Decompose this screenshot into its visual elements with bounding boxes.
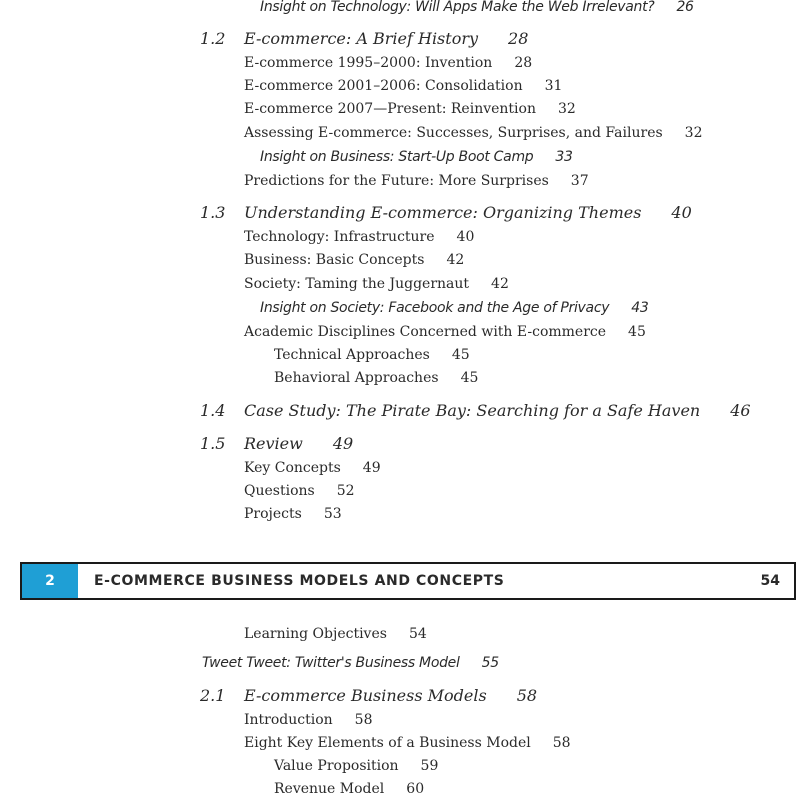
toc-entry: [244, 77, 562, 95]
toc-entry-page: 60: [406, 781, 425, 797]
toc-entry: [244, 505, 342, 523]
toc-section-1-3: [200, 204, 692, 222]
section-page: 28: [508, 29, 529, 48]
toc-entry-title: Insight on Society: Facebook and the Age of Privacy: [260, 300, 610, 316]
toc-entry: [244, 459, 381, 477]
toc-opening-case: [202, 654, 499, 672]
section-page: 49: [332, 434, 354, 453]
toc-entry-title: Behavioral Approaches: [274, 370, 439, 386]
section-page: 58: [516, 686, 538, 705]
toc-insight-technology: [260, 0, 694, 16]
toc-entry-title: Insight on Technology: Will Apps Make the Web Irrelevant?: [260, 0, 655, 15]
toc-entry-title: Predictions for the Future: More Surprises: [244, 173, 549, 189]
toc-section-2-1: [200, 687, 537, 705]
toc-entry: [244, 124, 703, 142]
toc-entry-page: 45: [460, 370, 479, 386]
toc-entry: [244, 54, 532, 72]
toc-entry-page: 33: [555, 149, 573, 165]
toc-entry-page: 58: [354, 712, 373, 728]
toc-entry: [244, 100, 576, 118]
toc-entry-page: 49: [362, 460, 381, 476]
toc-entry-page: 31: [544, 78, 563, 94]
toc-entry-page: 42: [446, 252, 465, 268]
chapter-number: 2: [22, 564, 78, 598]
section-number: 1.2: [200, 29, 226, 48]
toc-entry-title: Learning Objectives: [244, 626, 387, 642]
section-page: 40: [671, 203, 692, 222]
toc-entry-title: E-commerce 1995–2000: Invention: [244, 55, 493, 71]
toc-entry-title: Business: Basic Concepts: [244, 252, 425, 268]
toc-entry-page: 52: [336, 483, 355, 499]
toc-subentry: [274, 346, 470, 364]
toc-entry-title: Insight on Business: Start-Up Boot Camp: [260, 149, 534, 165]
section-number: 1.3: [200, 203, 226, 222]
toc-entry-title: Revenue Model: [274, 781, 385, 797]
toc-entry-page: 43: [631, 300, 649, 316]
toc-subentry: [274, 780, 424, 798]
toc-entry-title: E-commerce 2007—Present: Reinvention: [244, 101, 536, 117]
toc-entry-page: 32: [557, 101, 576, 117]
chapter-title: E-COMMERCE BUSINESS MODELS AND CONCEPTS: [94, 573, 505, 589]
section-number: 1.5: [200, 434, 226, 453]
toc-subentry: [274, 757, 438, 775]
toc-entry-title: Value Proposition: [274, 758, 399, 774]
toc-entry-page: 32: [684, 125, 703, 141]
toc-entry: [244, 251, 464, 269]
section-number: 1.4: [200, 401, 226, 420]
toc-entry: [244, 734, 571, 752]
toc-entry-page: 55: [481, 655, 499, 671]
section-number: 2.1: [200, 686, 226, 705]
toc-entry-title: Key Concepts: [244, 460, 341, 476]
section-title: Understanding E-commerce: Organizing Themes: [244, 203, 642, 222]
toc-section-1-2: [200, 30, 528, 48]
toc-entry-page: 26: [676, 0, 694, 15]
toc-entry: [244, 711, 373, 729]
toc-section-1-5: [200, 435, 353, 453]
toc-entry-title: Introduction: [244, 712, 333, 728]
toc-entry-title: Tweet Tweet: Twitter's Business Model: [202, 655, 460, 671]
toc-entry-title: Eight Key Elements of a Business Model: [244, 735, 531, 751]
toc-entry: [244, 323, 646, 341]
toc-entry-page: 59: [420, 758, 439, 774]
toc-entry-page: 40: [456, 229, 475, 245]
toc-entry-title: Academic Disciplines Concerned with E-commerce: [244, 324, 607, 340]
toc-entry: [244, 482, 355, 500]
toc-entry-title: Society: Taming the Juggernaut: [244, 276, 470, 292]
toc-entry-title: Technology: Infrastructure: [244, 229, 435, 245]
toc-entry: [244, 275, 509, 293]
toc-insight-business: [260, 148, 573, 166]
toc-insight-society: [260, 299, 648, 317]
section-title: Review: [244, 434, 303, 453]
toc-entry-page: 37: [570, 173, 589, 189]
section-title: E-commerce Business Models: [244, 686, 487, 705]
toc-entry-title: E-commerce 2001–2006: Consolidation: [244, 78, 523, 94]
toc-entry-title: Technical Approaches: [274, 347, 430, 363]
section-page: 46: [730, 401, 751, 420]
toc-entry-title: Questions: [244, 483, 315, 499]
toc-entry: [244, 172, 589, 190]
toc-entry-page: 45: [451, 347, 470, 363]
toc-entry-page: 45: [628, 324, 646, 340]
toc-entry-page: 54: [408, 626, 427, 642]
toc-entry: [244, 625, 427, 643]
toc-section-1-4: [200, 402, 751, 420]
section-title: Case Study: The Pirate Bay: Searching for a Safe Haven: [244, 401, 701, 420]
toc-entry: [244, 228, 474, 246]
toc-entry-title: Projects: [244, 506, 302, 522]
toc-subentry: [274, 369, 478, 387]
toc-entry-page: 42: [491, 276, 509, 292]
chapter-page: 54: [760, 573, 780, 589]
toc-entry-page: 28: [514, 55, 533, 71]
toc-entry-title: Assessing E-commerce: Successes, Surprises, and Failures: [244, 125, 663, 141]
toc-entry-page: 53: [323, 506, 342, 522]
section-title: E-commerce: A Brief History: [244, 29, 479, 48]
toc-entry-page: 58: [552, 735, 571, 751]
chapter-header-bar: [20, 562, 796, 600]
